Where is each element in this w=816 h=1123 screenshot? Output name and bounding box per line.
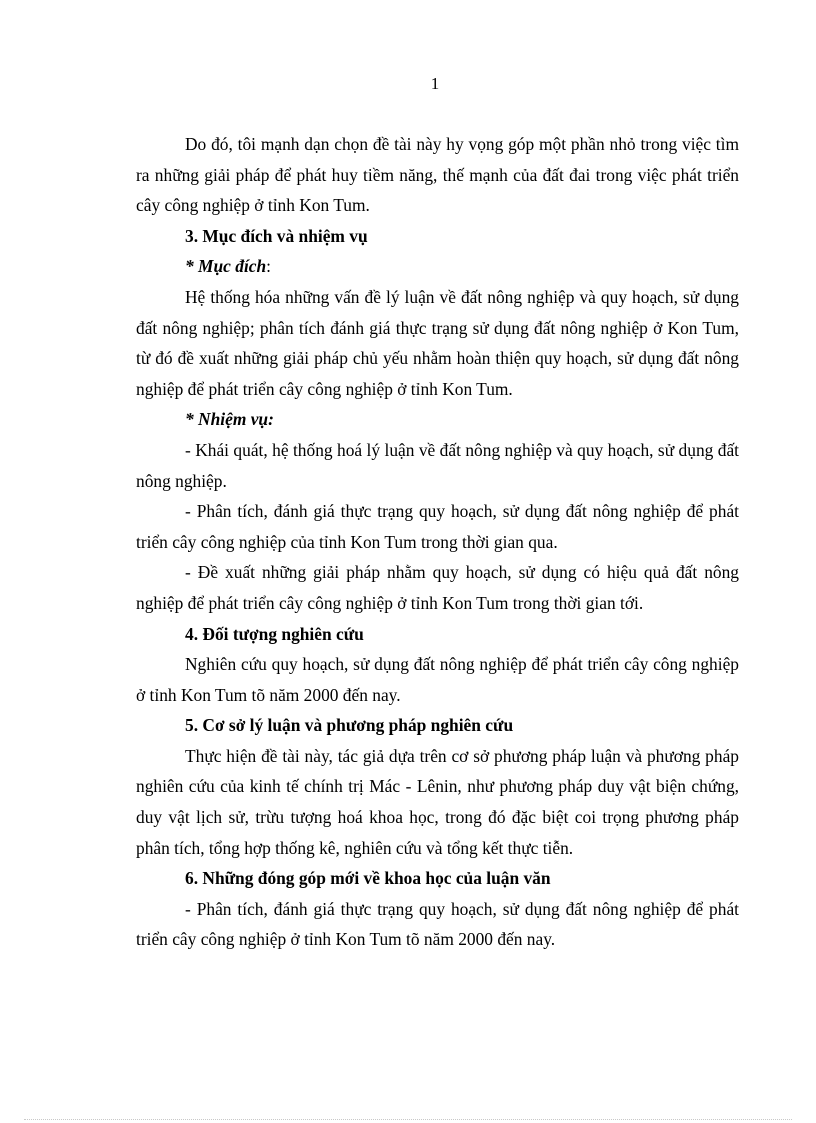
task-item: - Đề xuất những giải pháp nhằm quy hoạch, sử dụng có hiệu quả đất nông nghiệp để phát triển cây công nghiệp ở tỉnh Kon Tum trong thời gian tới. — [136, 562, 739, 613]
task-item: - Khái quát, hệ thống hoá lý luận về đất nông nghiệp và quy hoạch, sử dụng đất nông nghiệp. — [136, 439, 739, 491]
task-item: - Phân tích, đánh giá thực trạng quy hoạch, sử dụng đất nông nghiệp để phát triển cây công nghiệp của tỉnh Kon Tum trong thời gian qua. — [136, 501, 739, 552]
purpose-paragraph: Hệ thống hóa những vấn đề lý luận về đất nông nghiệp và quy hoạch, sử dụng đất nông nghiệp; phân tích đánh giá thực trạng sử dụng đất nông nghiệp ở Kon Tum, từ đó đề xuất những giải pháp chủ yếu nhằm hoàn thiện quy hoạch, sử dụng đất nông nghiệp để phát triển cây công nghiệp ở tỉnh Kon Tum. — [136, 286, 739, 399]
contribution-item: - Phân tích, đánh giá thực trạng quy hoạch, sử dụng đất nông nghiệp để phát triển cây công nghiệp ở tỉnh Kon Tum tõ năm 2000 đến nay. — [136, 898, 739, 950]
methodology-paragraph: Thực hiện đề tài này, tác giả dựa trên cơ sở phương pháp luận và phương pháp nghiên cứu của kinh tế chính trị Mác - Lênin, như phương pháp duy vật biện chứng, duy vật lịch sử, trừu tượng hoá khoa học, trong đó đặc biệt coi trọng phương pháp phân tích, tổng hợp thống kê, nghiên cứu và tổng kết thực tiễn. — [136, 745, 739, 858]
document-body — [136, 129, 739, 955]
section-heading-purpose-tasks: 3. Mục đích và nhiệm vụ — [185, 225, 368, 246]
subheading-tasks: * Nhiệm vụ: — [185, 409, 274, 430]
section-heading-methodology: 5. Cơ sở lý luận và phương pháp nghiên cứu — [185, 715, 514, 736]
intro-paragraph: Do đó, tôi mạnh dạn chọn đề tài này hy vọng góp một phần nhỏ trong việc tìm ra những giải pháp để phát huy tiềm năng, thế mạnh của đất đai trong việc phát triển cây công nghiệp ở tỉnh Kon Tum. — [136, 134, 739, 216]
subheading-purpose — [136, 251, 739, 282]
section-heading-contributions: 6. Những đóng góp mới về khoa học của luận văn — [185, 868, 551, 889]
subheading-purpose-colon: : — [266, 256, 272, 277]
research-object-paragraph: Nghiên cứu quy hoạch, sử dụng đất nông nghiệp để phát triển cây công nghiệp ở tỉnh Kon Tum tõ năm 2000 đến nay. — [136, 654, 739, 705]
subheading-purpose-label: * Mục đích — [185, 256, 267, 277]
page-number: 1 — [430, 74, 440, 93]
section-heading-research-object: 4. Đối tượng nghiên cứu — [185, 623, 364, 644]
page-bottom-border — [24, 1119, 792, 1120]
